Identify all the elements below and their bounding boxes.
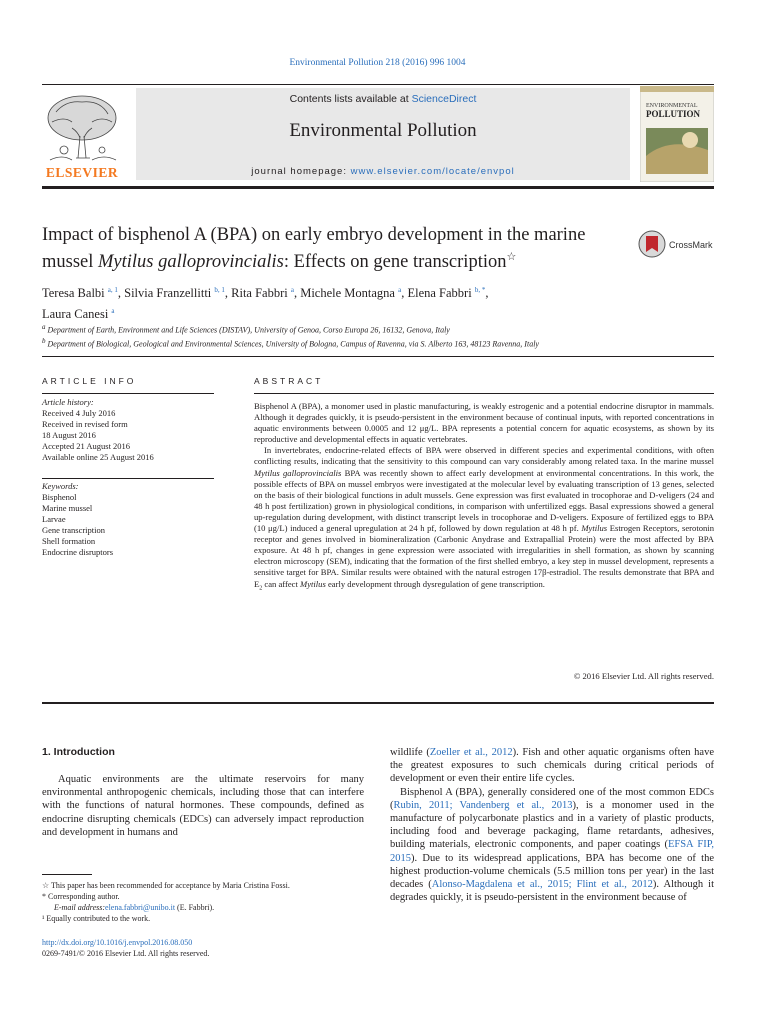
title-footnote-mark[interactable]: ☆ (506, 251, 517, 263)
history-item: Accepted 21 August 2016 (42, 441, 131, 451)
cover-title-line1: ENVIRONMENTAL (646, 103, 698, 109)
article-history (42, 397, 214, 463)
front-matter-rule (42, 702, 714, 704)
footnote-recommendation: ☆ This paper has been recommended for acceptance by Maria Cristina Fossi. (42, 881, 290, 890)
contents-prefix: Contents lists available at (289, 93, 412, 105)
abstract-text: Estrogen Receptors, serotonin receptor and genes involved in biomineralization (Carbonic Anydrase and Extrapallial Protein) were the most affected by BPA exposure. At 48 h pf, changes in gene expression were associated with irregularities in shell formation, as shown by scanning electron microscopy (SEM), indicating that the formation of the first shelled embryo, a key step in mussel development, represents a sensitive target for BPA. Similar results were obtained with the natural estrogen 17β-estradiol. The results demonstrate that BPA and E (254, 523, 714, 589)
history-item: 18 August 2016 (42, 430, 96, 440)
article-info-heading: ARTICLE INFO (42, 376, 137, 386)
author-separator: , (485, 286, 489, 301)
header-thick-rule (42, 186, 714, 189)
issn-copyright: 0269-7491/© 2016 Elsevier Ltd. All rights reserved. (42, 949, 210, 958)
cover-title-line2: POLLUTION (646, 109, 701, 119)
abstract-text: BPA was recently shown to affect early development at environmental concentrations. In this work, the possible effects of BPA on mussel embryos were investigated at the molecular level by evaluating transcription of 13 genes, selected on the basis of their biological functions in adult mussels. Gene expression was first evaluated in trocophorae and D-veligers (24 and 48 h post fertilization) grown in physiological conditions, in comparison with unfertilized eggs. Basal expressions showed a general up-regulation during development, with distinct transcript levels in trocophorae and D-veligers. Exposure of fertilized eggs to BPA (10 μg/L) induced a general upregulation at 24 h pf, followed by down regulation at 48 h pf. (254, 467, 714, 534)
abstract-genus: Mytilus (581, 523, 608, 534)
keyword: Shell formation (42, 536, 96, 546)
title-text: Impact of bisphenol A (BPA) on early embryo development in the marine mussel (42, 225, 586, 273)
abstract-species: Mytilus galloprovincialis (254, 467, 342, 478)
journal-citation[interactable]: Environmental Pollution 218 (2016) 996 1004 (289, 58, 466, 68)
body-text: Bisphenol A (BPA), generally considered one of the most common EDCs ( (390, 786, 714, 811)
intro-paragraph-bpa (390, 786, 714, 905)
footnote-equal-contribution: ¹ Equally contributed to the work. (42, 914, 151, 924)
abstract-body (254, 401, 714, 594)
history-item: Available online 25 August 2016 (42, 452, 154, 462)
author-separator: , (293, 286, 301, 301)
title-species: Mytilus galloprovincialis (98, 252, 284, 273)
info-rule (42, 393, 214, 394)
author-name[interactable]: Laura Canesi (42, 307, 109, 322)
email-link[interactable]: elena.fabbri@unibo.it (105, 903, 176, 913)
author-affiliation-marker[interactable]: a, 1 (107, 286, 118, 294)
keyword: Gene transcription (42, 525, 106, 535)
keywords-rule (42, 478, 214, 479)
keyword: Marine mussel (42, 503, 93, 513)
author-name[interactable]: Silvia Franzellitti (124, 286, 212, 301)
affiliation-text: Department of Biological, Geological and Environmental Sciences, University of Bologna, Campus of Ravenna, via S. Alberto 163, 48123 Ravenna, Italy (47, 339, 539, 349)
author-affiliation-marker[interactable]: a (111, 307, 115, 316)
abstract-paragraph-1: Bisphenol A (BPA), a monomer used in plastic manufacturing, is weakly estrogenic and a potential endocrine disruptor in mammals. Although it degrades quickly, it is pseudo-persistent in the environment because of continual inputs, with reported concentrations in aquatic environments between 0.0005 and 12 μg/L. BPA represents a potential concern for aquatic ecosystems, as shown by its reproductive and developmental effects in aquatic vertebrates. (254, 401, 714, 445)
citation-link[interactable]: Rubin, 2011; Vandenberg et al., 2013 (393, 799, 573, 811)
homepage-link[interactable]: www.elsevier.com/locate/envpol (350, 166, 515, 177)
body-text: ). Although it degrades quickly, it is pseudo-persistent in the environment because of (390, 879, 715, 904)
email-owner: (E. Fabbri). (175, 903, 215, 913)
author-affiliation-marker[interactable]: a (398, 286, 402, 294)
footnote-email (42, 902, 364, 913)
crossmark-badge[interactable] (638, 230, 718, 258)
citation-link[interactable]: Zoeller et al., 2012 (429, 747, 513, 758)
journal-cover-thumbnail[interactable] (640, 86, 714, 182)
body-text: ). Due to its widespread applications, BPA has become one of the highest production-volume chemicals (5.5 million tons per year) in the last decades ( (390, 852, 714, 891)
footnote-rule (42, 874, 92, 875)
history-label: Article history: (42, 397, 94, 407)
citation-link[interactable]: EFSA FIP, 2015 (390, 839, 714, 864)
author-affiliation-marker[interactable]: b, 1 (214, 286, 225, 294)
abstract-subscript: 2 (259, 585, 263, 592)
author-name[interactable]: Rita Fabbri (231, 286, 288, 301)
abstract-text: early development through dysregulation of gene transcription. (325, 578, 545, 589)
section-heading-introduction: 1. Introduction (42, 746, 115, 758)
top-rule (42, 84, 714, 85)
footnote-corresponding: * Corresponding author. (42, 892, 120, 902)
author-separator: , (224, 286, 232, 301)
affiliation-text: Department of Earth, Environment and Life Sciences (DISTAV), University of Genoa, Corso Europa 26, 16132, Genova, Italy (47, 325, 450, 335)
journal-name: Environmental Pollution (289, 120, 477, 141)
history-item: Received in revised form (42, 419, 128, 429)
intro-paragraph-left: Aquatic environments are the ultimate reservoirs for many environmental anthropogenic chemicals, including those that can interfere with the functions of natural hormones. These compounds, defined as endocrine disrupting chemicals (EDCs) can adversely impact reproduction and development in humans and (42, 774, 364, 838)
homepage-prefix: journal homepage: (251, 166, 351, 177)
keyword: Larvae (42, 514, 66, 524)
author-affiliation-marker[interactable]: b, * (474, 286, 486, 294)
abstract-text: In invertebrates, endocrine-related effects of BPA were observed in different species and experimental conditions, with often conflicting results, indicating that the sensitivity to this compound can vary considerably among related taxa. In the marine mussel (254, 445, 714, 467)
author-separator: , (401, 286, 408, 301)
elsevier-wordmark: ELSEVIER (45, 165, 119, 180)
body-text: wildlife ( (390, 747, 430, 758)
body-text: ). Fish and other aquatic organisms often have the greatest exposures to such chemicals during critical periods of development or even their entire life cycles. (390, 747, 714, 785)
journal-homepage-line (136, 166, 630, 177)
history-item: Received 4 July 2016 (42, 408, 116, 418)
title-subtitle: : Effects on gene transcription (283, 252, 507, 273)
footnotes (42, 880, 364, 924)
body-text: ), is a monomer used in the manufacture of polycarbonate plastics and in a variety of plastic products, including food and beverage packaging, flame retardants, adhesives, building materials, electronic components, and paper coatings ( (390, 799, 714, 851)
citation-link[interactable]: Alonso-Magdalena et al., 2015; Flint et al., 2012 (431, 879, 653, 891)
keyword: Endocrine disruptors (42, 547, 114, 557)
keyword: Bisphenol (42, 492, 77, 502)
affiliation-b (42, 336, 722, 350)
keywords-label: Keywords: (42, 481, 79, 491)
email-label: E-mail address: (54, 903, 106, 913)
contents-line (136, 93, 630, 105)
abstract-heading: ABSTRACT (254, 376, 324, 386)
keywords (42, 481, 214, 558)
doi-link[interactable]: http://dx.doi.org/10.1016/j.envpol.2016.08.050 (42, 938, 193, 947)
intro-paragraph-continued (390, 746, 714, 786)
info-top-rule (42, 356, 714, 357)
author-name[interactable]: Teresa Balbi (42, 286, 105, 301)
author-separator: , (117, 286, 125, 301)
affiliation-marker: b (42, 336, 46, 345)
affiliations (42, 322, 722, 349)
affiliation-marker: a (42, 323, 46, 331)
author-list (42, 281, 642, 323)
abstract-genus: Mytilus (300, 578, 326, 589)
abstract-copyright: © 2016 Elsevier Ltd. All rights reserved. (573, 671, 714, 681)
article-title (42, 224, 632, 273)
crossmark-label: CrossMark (669, 240, 713, 250)
sciencedirect-link[interactable]: ScienceDirect (411, 93, 477, 105)
abstract-paragraph-2 (254, 445, 714, 594)
intro-column-right (390, 746, 714, 904)
affiliation-a (42, 322, 722, 336)
abstract-text: can affect (262, 578, 301, 589)
abstract-rule (254, 393, 714, 394)
author-affiliation-marker[interactable]: a (290, 286, 294, 294)
author-name[interactable]: Elena Fabbri (407, 286, 472, 301)
author-name[interactable]: Michele Montagna (300, 286, 395, 301)
